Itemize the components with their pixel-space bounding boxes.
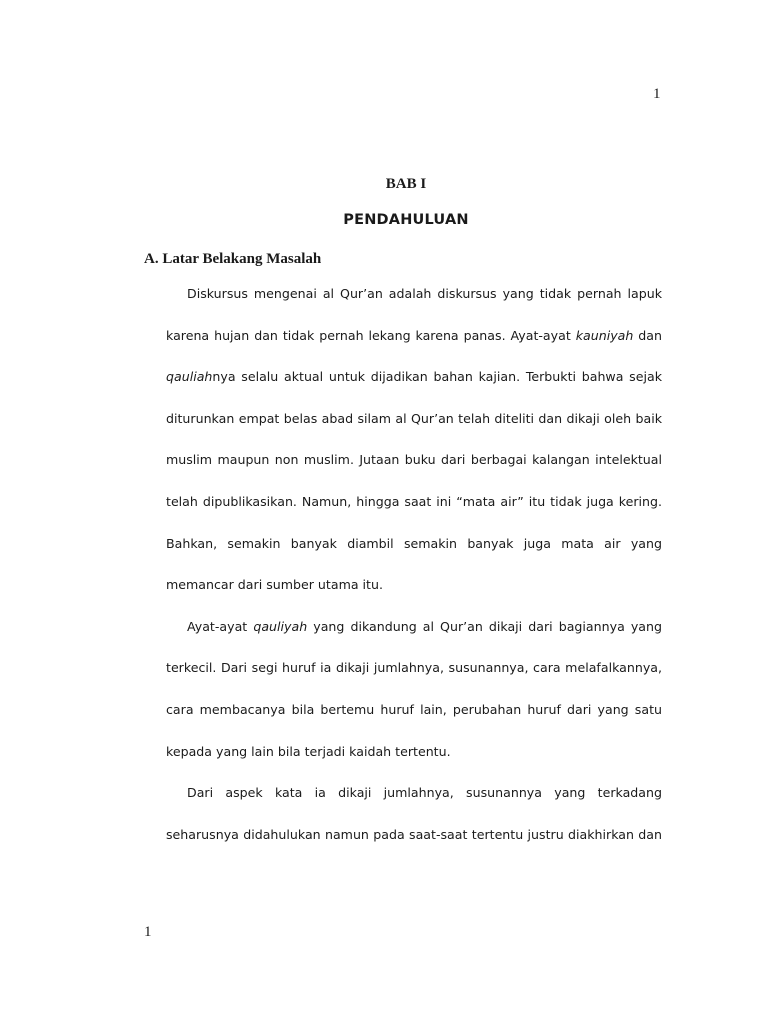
- text-line: [166, 439, 662, 481]
- chapter-label: BAB I: [385, 176, 427, 192]
- text-run: memancar dari sumber utama itu.: [166, 577, 383, 593]
- text-line: [166, 481, 662, 523]
- text-run: telah dipublikasikan. Namun, hingga saat ini “mata air” itu tidak juga kering.: [166, 493, 662, 509]
- italic-term: qauliah: [166, 369, 213, 385]
- text-line: [166, 315, 662, 357]
- text-run: yang dikandung al Qur’an dikaji dari bagiannya yang: [307, 618, 663, 634]
- text-line: [166, 814, 662, 856]
- section-heading: A. Latar Belakang Masalah: [144, 251, 322, 267]
- text-line: [166, 647, 662, 689]
- body-text: [166, 273, 662, 855]
- page-number-top: 1: [653, 86, 661, 102]
- text-run: dan: [633, 327, 663, 343]
- text-run: seharusnya didahulukan namun pada saat-saat tertentu justru diakhirkan dan: [166, 826, 662, 842]
- page-number-bottom: 1: [144, 924, 152, 940]
- text-line: [166, 398, 662, 440]
- text-run: karena hujan dan tidak pernah lekang karena panas. Ayat-ayat: [166, 327, 576, 343]
- text-run: Bahkan, semakin banyak diambil semakin banyak juga mata air yang: [166, 535, 662, 551]
- italic-term: kauniyah: [575, 327, 634, 343]
- text-line: [166, 606, 662, 648]
- text-run: muslim maupun non muslim. Jutaan buku dari berbagai kalangan intelektual: [166, 452, 662, 468]
- text-run: Dari aspek kata ia dikaji jumlahnya, susunannya yang terkadang: [187, 785, 662, 801]
- text-run: nya selalu aktual untuk dijadikan bahan kajian. Terbukti bahwa sejak: [212, 369, 662, 385]
- text-run: kepada yang lain bila terjadi kaidah tertentu.: [166, 743, 451, 759]
- text-line: [166, 564, 662, 606]
- chapter-title: PENDAHULUAN: [343, 212, 469, 228]
- paragraph-2: [166, 606, 662, 772]
- text-run: Diskursus mengenai al Qur’an adalah diskursus yang tidak pernah lapuk: [187, 286, 662, 301]
- text-line: [166, 772, 662, 814]
- text-line: [166, 273, 662, 315]
- paragraph-3: [166, 772, 662, 855]
- text-run: diturunkan empat belas abad silam al Qur’an telah diteliti dan dikaji oleh baik: [166, 410, 662, 426]
- text-line: [166, 731, 662, 773]
- text-run: terkecil. Dari segi huruf ia dikaji jumlahnya, susunannya, cara melafalkannya,: [166, 660, 662, 676]
- text-run: cara membacanya bila bertemu huruf lain, perubahan huruf dari yang satu: [166, 701, 662, 717]
- text-line: [166, 523, 662, 565]
- text-line: [166, 356, 662, 398]
- italic-term: qauliyah: [253, 618, 308, 634]
- paragraph-1: [166, 273, 662, 606]
- text-run: Ayat-ayat: [187, 618, 254, 634]
- text-line: [166, 689, 662, 731]
